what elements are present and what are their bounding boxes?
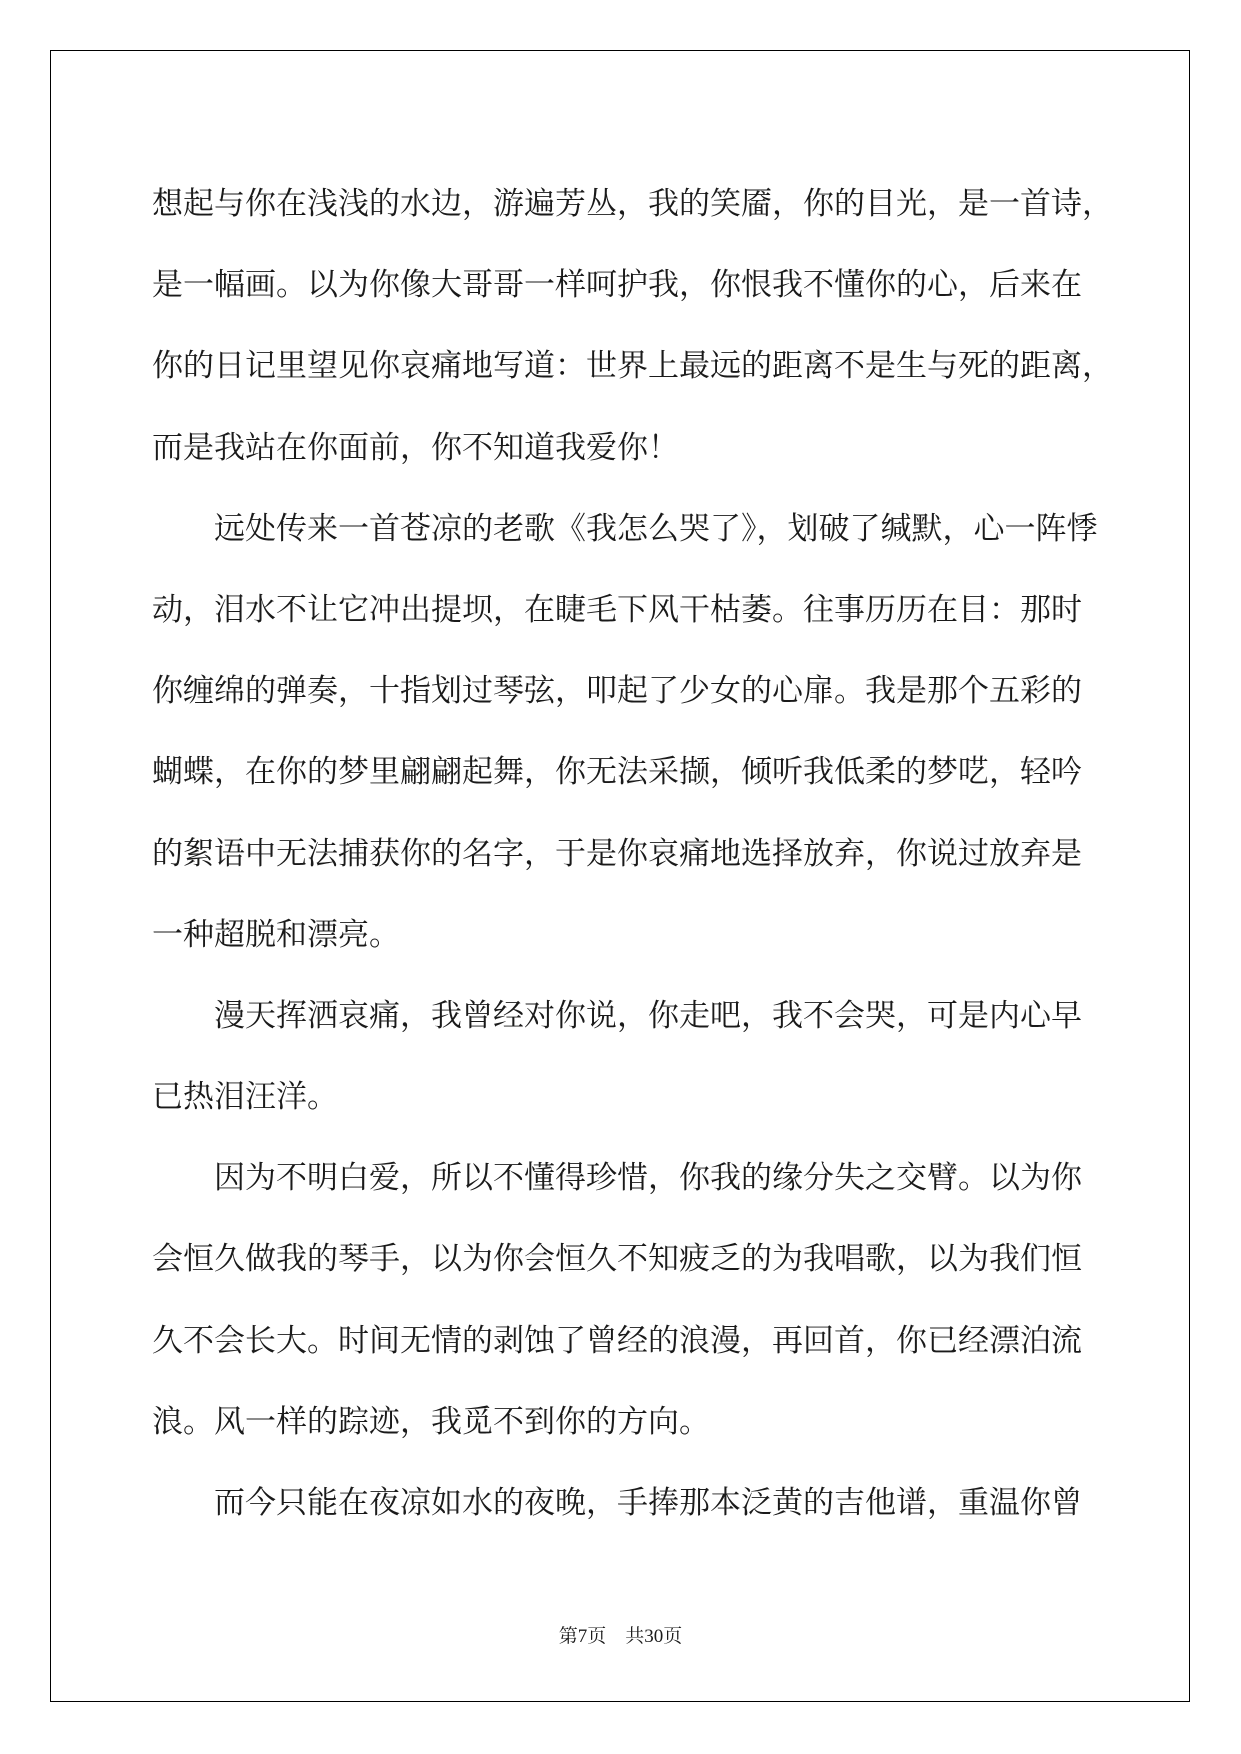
text-line: 蝴蝶，在你的梦里翩翩起舞，你无法采撷，倾听我低柔的梦呓，轻吟 bbox=[152, 754, 1082, 791]
text-line: 久不会长大。时间无情的剥蚀了曾经的浪漫，再回首，你已经漂泊流 bbox=[152, 1322, 1082, 1359]
text-line: 而今只能在夜凉如水的夜晚，手捧那本泛黄的吉他谱，重温你曾 bbox=[214, 1485, 1082, 1521]
page-number: 第7页 共30页 bbox=[558, 1626, 683, 1647]
text-line: 因为不明白爱，所以不懂得珍惜，你我的缘分失之交臂。以为你 bbox=[214, 1160, 1082, 1197]
text-line: 想起与你在浅浅的水边，游遍芳丛，我的笑靥，你的目光，是一首诗， bbox=[152, 186, 1113, 222]
text-line: 是一幅画。以为你像大哥哥一样呵护我，你恨我不懂你的心，后来在 bbox=[152, 267, 1082, 304]
text-line: 浪。风一样的踪迹，我觅不到你的方向。 bbox=[152, 1403, 710, 1440]
text-line: 你的日记里望见你哀痛地写道：世界上最远的距离不是生与死的距离， bbox=[152, 348, 1113, 385]
text-line: 你缠绵的弹奏，十指划过琴弦，叩起了少女的心扉。我是那个五彩的 bbox=[152, 673, 1082, 710]
text-line: 会恒久做我的琴手，以为你会恒久不知疲乏的为我唱歌，以为我们恒 bbox=[152, 1241, 1082, 1278]
text-line: 动，泪水不让它冲出提坝，在睫毛下风干枯萎。往事历历在目：那时 bbox=[152, 591, 1082, 628]
document-body bbox=[152, 164, 1113, 1544]
text-line: 远处传来一首苍凉的老歌《我怎么哭了》，划破了缄默，心一阵悸 bbox=[214, 510, 1098, 547]
text-line: 已热泪汪洋。 bbox=[152, 1079, 338, 1116]
text-line: 的絮语中无法捕获你的名字，于是你哀痛地选择放弃，你说过放弃是 bbox=[152, 835, 1082, 872]
text-line: 漫天挥洒哀痛，我曾经对你说，你走吧，我不会哭，可是内心早 bbox=[214, 997, 1082, 1034]
text-line: 而是我站在你面前，你不知道我爱你！ bbox=[152, 429, 679, 466]
text-line: 一种超脱和漂亮。 bbox=[152, 916, 400, 953]
